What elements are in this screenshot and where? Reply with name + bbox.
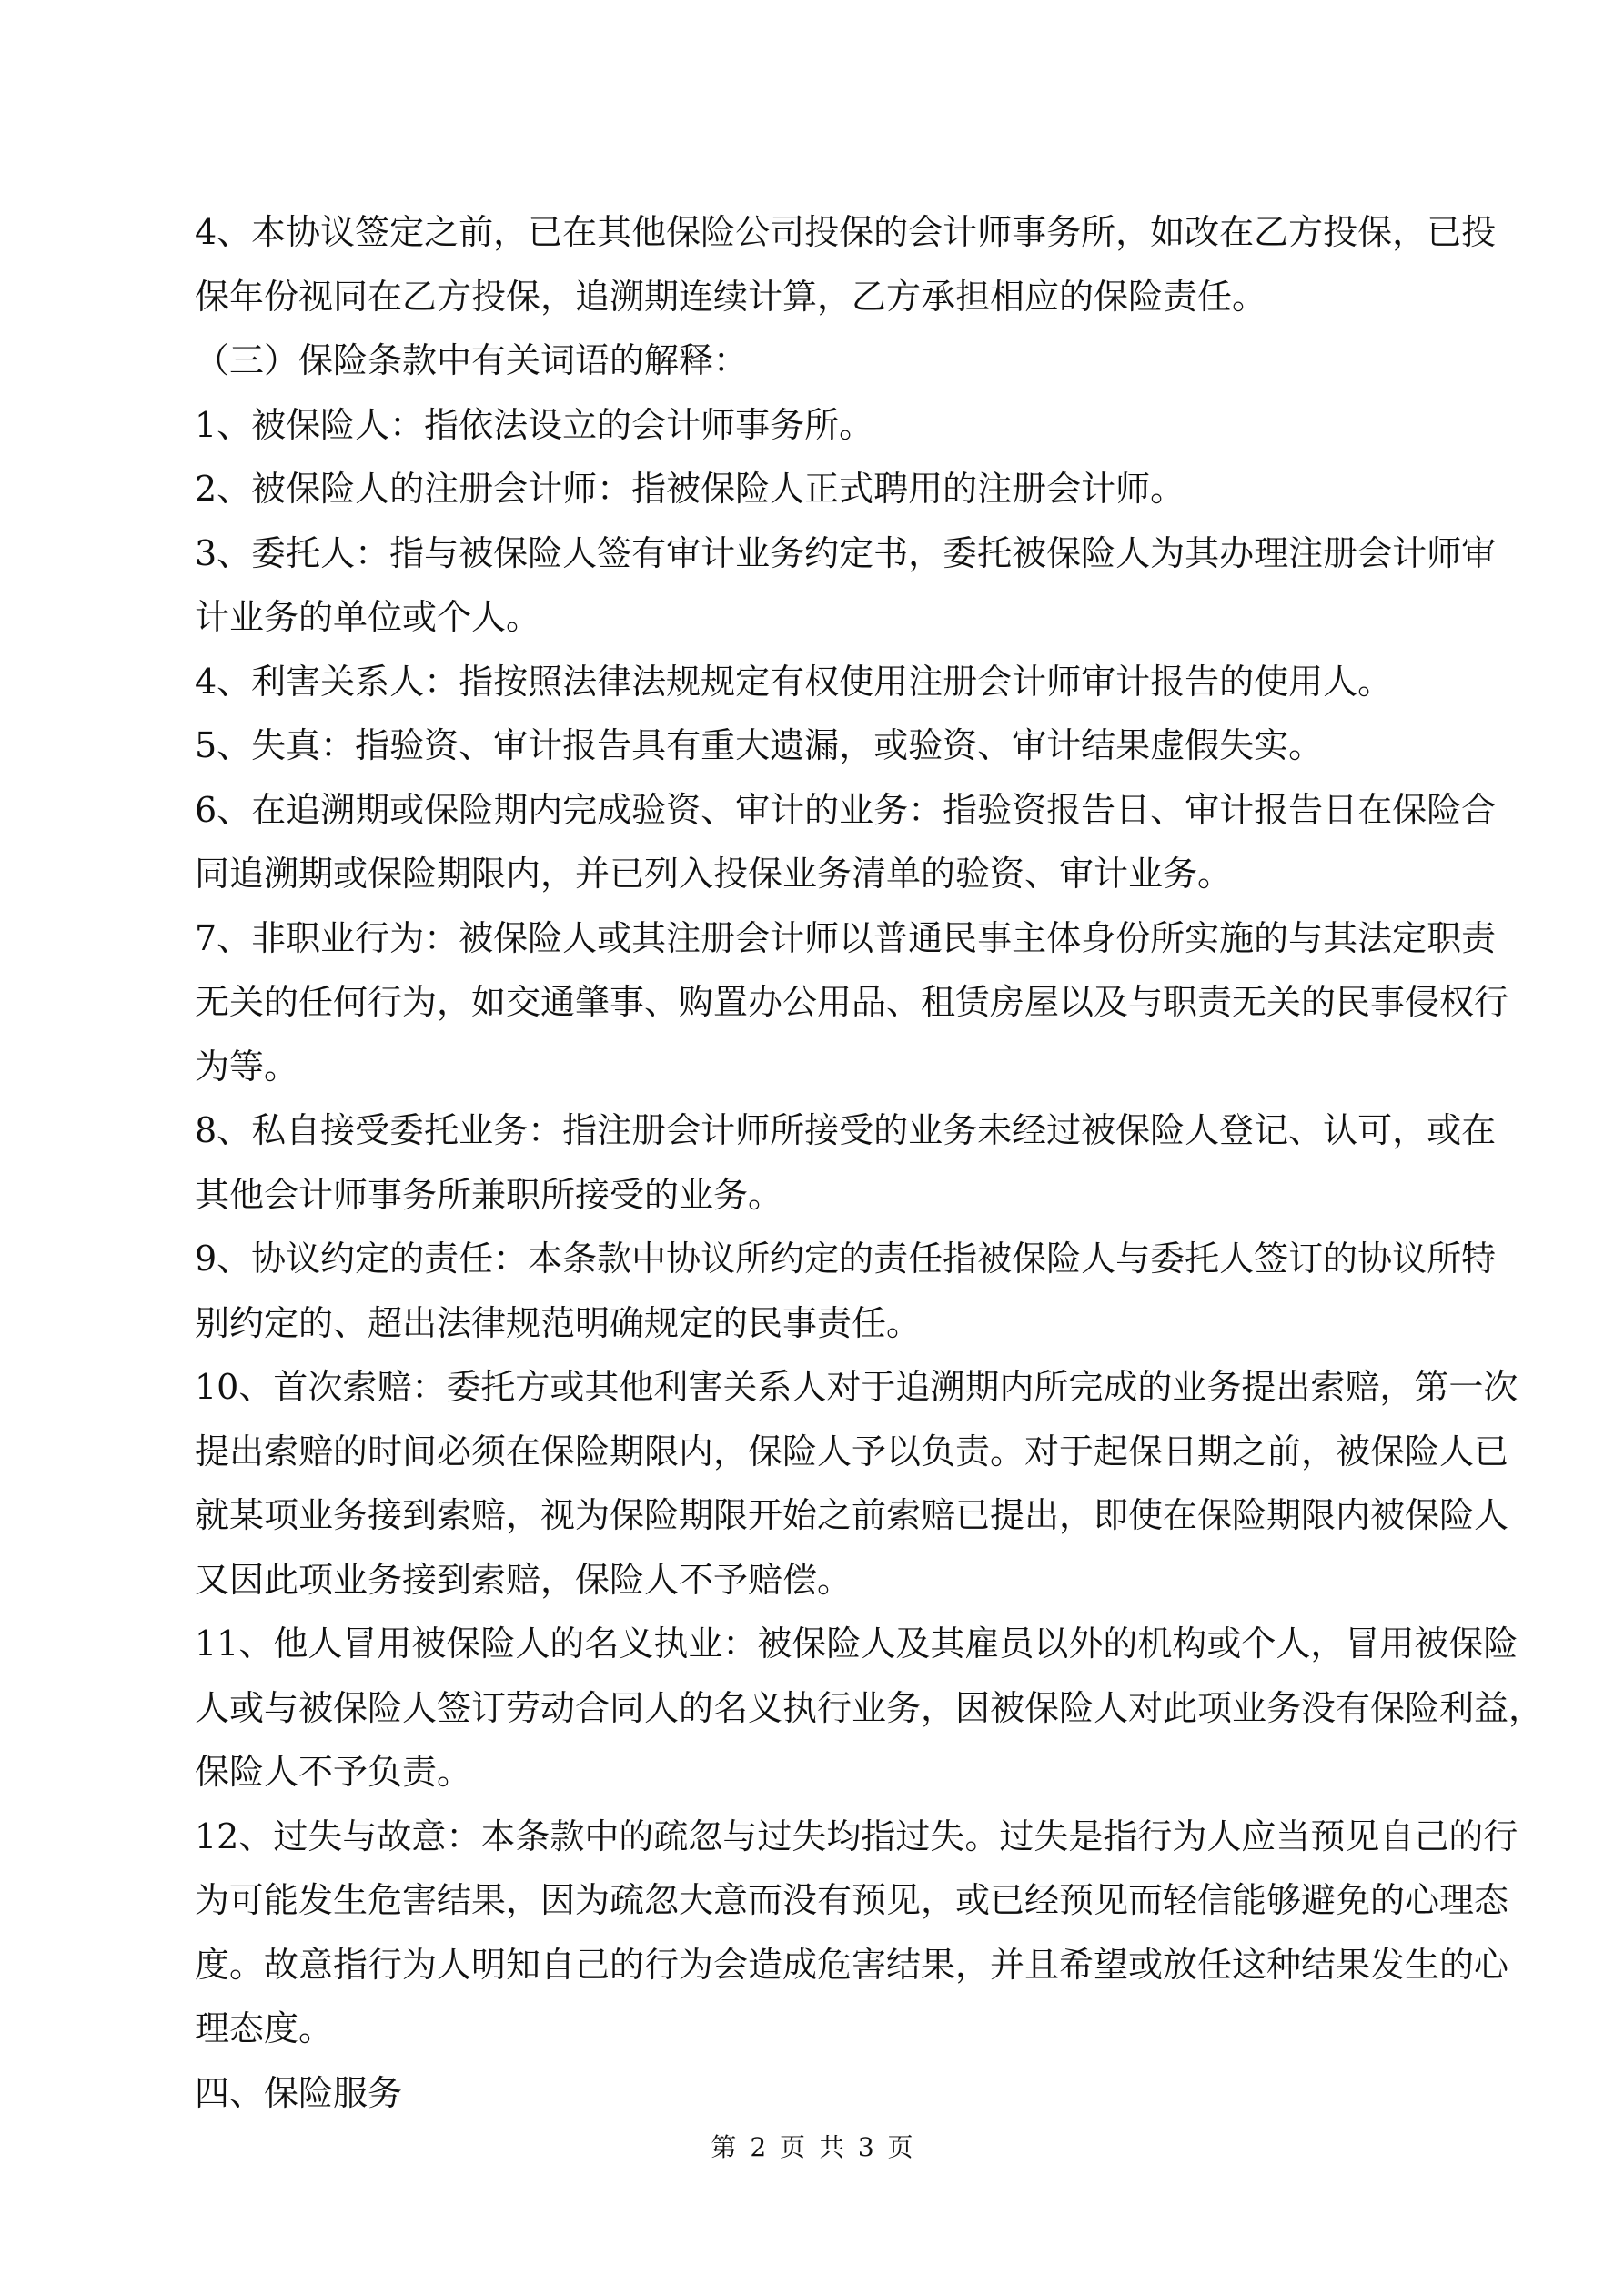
text-line: 为可能发生危害结果，因为疏忽大意而没有预见，或已经预见而轻信能够避免的心理态 — [195, 1880, 1509, 1920]
text-line: 又因此项业务接到索赔，保险人不予赔偿。 — [195, 1559, 852, 1600]
paragraph — [195, 1098, 1497, 1227]
text-line: （三）保险条款中有关词语的解释： — [195, 340, 749, 380]
text-line: 2、被保险人的注册会计师：指被保险人正式聘用的注册会计师。 — [195, 469, 1185, 509]
paragraph — [195, 1612, 1544, 1805]
paragraph — [195, 1805, 1518, 2061]
paragraph — [195, 906, 1509, 1099]
paragraph — [195, 713, 1443, 778]
page-footer: 第 2 页 共 3 页 — [711, 2132, 913, 2162]
text-line: 6、在追溯期或保险期内完成验资、审计的业务：指验资报告日、审计报告日在保险合 — [195, 789, 1497, 830]
text-line: 4、利害关系人：指按照法律法规规定有权使用注册会计师审计报告的使用人。 — [195, 661, 1393, 702]
text-line: 为等。 — [195, 1046, 299, 1087]
text-line: 1、被保险人：指依法设立的会计师事务所。 — [195, 404, 874, 445]
text-line: 9、协议约定的责任：本条款中协议所约定的责任指被保险人与委托人签订的协议所特 — [195, 1239, 1497, 1279]
paragraph — [195, 457, 1443, 521]
text-line: 提出索赔的时间必须在保险期限内，保险人予以负责。对于起保日期之前，被保险人已 — [195, 1431, 1509, 1472]
document-body — [195, 200, 1544, 2125]
paragraph — [195, 1227, 1497, 1355]
paragraph — [195, 650, 1443, 714]
text-line: 7、非职业行为：被保险人或其注册会计师以普通民事主体身份所实施的与其法定职责 — [195, 917, 1497, 958]
text-line: 计业务的单位或个人。 — [195, 597, 541, 637]
text-line: 度。故意指行为人明知自己的行为会造成危害结果，并且希望或放任这种结果发生的心 — [195, 1944, 1509, 1985]
text-line: 无关的任何行为，如交通肇事、购置办公用品、租赁房屋以及与职责无关的民事侵权行 — [195, 982, 1509, 1022]
text-line: 12、过失与故意：本条款中的疏忽与过失均指过失。过失是指行为人应当预见自己的行 — [195, 1816, 1518, 1856]
paragraph — [195, 778, 1497, 906]
text-line: 别约定的、超出法律规范明确规定的民事责任。 — [195, 1302, 922, 1343]
paragraph — [195, 2061, 1443, 2126]
text-line: 理态度。 — [195, 2008, 334, 2048]
text-line: 11、他人冒用被保险人的名义执业：被保险人及其雇员以外的机构或个人，冒用被保险 — [195, 1623, 1518, 1664]
text-line: 四、保险服务 — [195, 2072, 403, 2113]
text-line: 5、失真：指验资、审计报告具有重大遗漏，或验资、审计结果虚假失实。 — [195, 725, 1324, 765]
paragraph — [195, 393, 1443, 458]
text-line: 3、委托人：指与被保险人签有审计业务约定书，委托被保险人为其办理注册会计师审 — [195, 532, 1497, 573]
text-line: 保险人不予负责。 — [195, 1752, 472, 1792]
paragraph — [195, 200, 1497, 329]
paragraph — [195, 521, 1497, 650]
text-line: 4、本协议签定之前，已在其他保险公司投保的会计师事务所，如改在乙方投保，已投 — [195, 212, 1497, 252]
paragraph — [195, 1355, 1518, 1612]
text-line: 10、首次索赔：委托方或其他利害关系人对于追溯期内所完成的业务提出索赔，第一次 — [195, 1367, 1518, 1407]
text-line: 就某项业务接到索赔，视为保险期限开始之前索赔已提出，即使在保险期限内被保险人 — [195, 1495, 1509, 1535]
text-line: 同追溯期或保险期限内，并已列入投保业务清单的验资、审计业务。 — [195, 854, 1233, 894]
text-line: 8、私自接受委托业务：指注册会计师所接受的业务未经过被保险人登记、认可，或在 — [195, 1110, 1497, 1150]
text-line: 其他会计师事务所兼职所接受的业务。 — [195, 1174, 783, 1215]
text-line: 保年份视同在乙方投保，追溯期连续计算，乙方承担相应的保险责任。 — [195, 276, 1267, 317]
paragraph — [195, 329, 1443, 393]
text-line: 人或与被保险人签订劳动合同人的名义执行业务，因被保险人对此项业务没有保险利益， — [195, 1687, 1544, 1728]
